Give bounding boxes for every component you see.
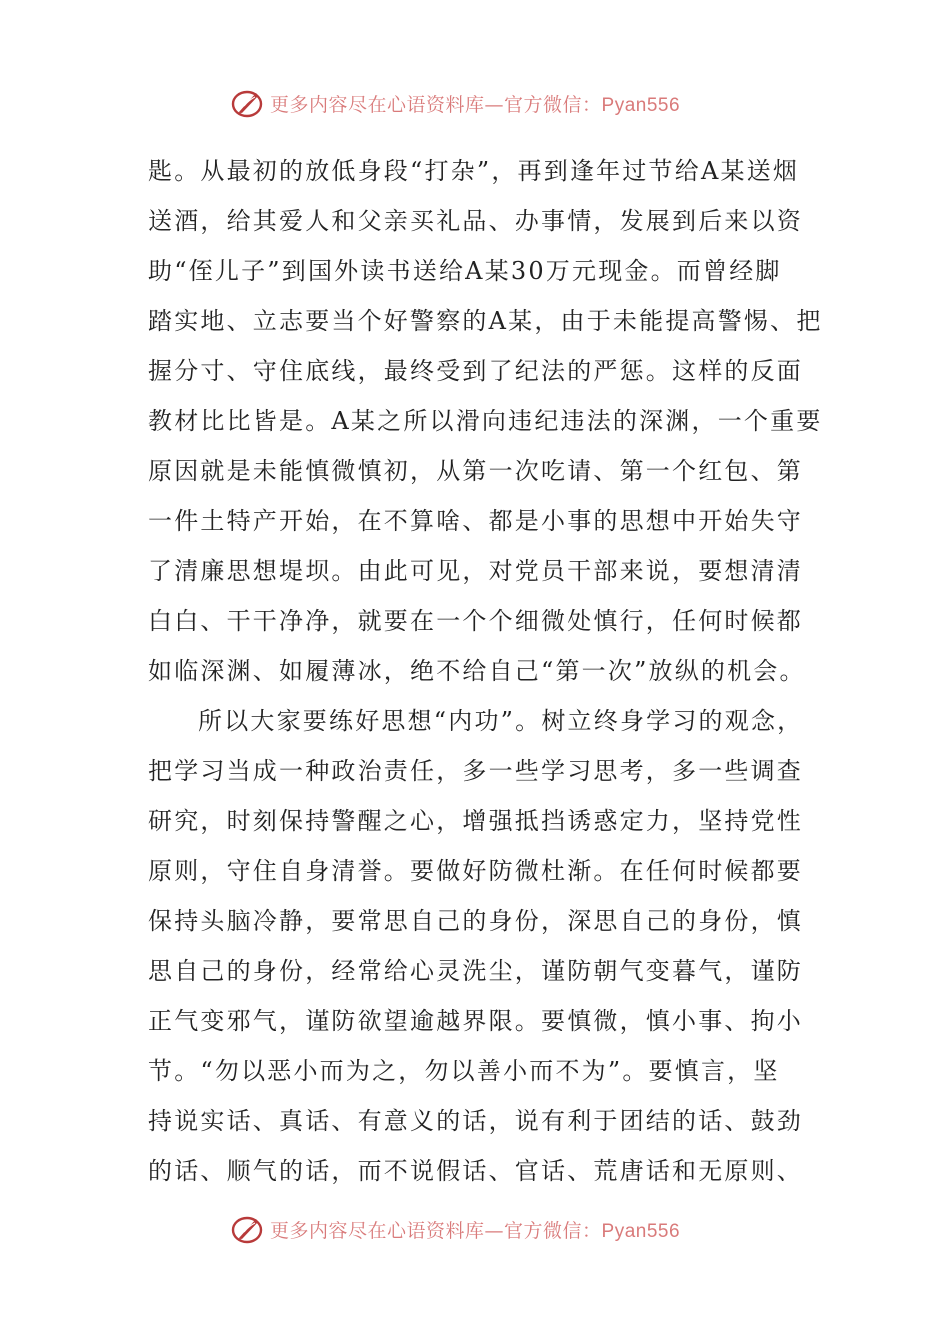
body-line: 的话、顺气的话，而不说假话、官话、荒唐话和无原则、	[148, 1157, 803, 1185]
footer-banner	[230, 1212, 750, 1246]
body-line: 了清廉思想堤坝。由此可见，对党员干部来说，要想清清	[148, 557, 803, 585]
body-line: 教材比比皆是。A某之所以滑向违纪违法的深渊，一个重要	[148, 407, 823, 435]
body-line: 保持头脑冷静，要常思自己的身份，深思自己的身份，慎	[148, 907, 803, 935]
body-line: 一件土特产开始，在不算啥、都是小事的思想中开始失守	[148, 507, 803, 535]
body-line: 握分寸、守住底线，最终受到了纪法的严惩。这样的反面	[148, 357, 803, 385]
body-line: 送酒，给其爱人和父亲买礼品、办事情，发展到后来以资	[148, 207, 803, 235]
body-line: 思自己的身份，经常给心灵洗尘，谨防朝气变暮气，谨防	[148, 957, 803, 985]
body-line: 如临深渊、如履薄冰，绝不给自己“第一次”放纵的机会。	[148, 657, 806, 685]
footer-banner-text: 更多内容尽在心语资料库—官方微信：Pyan556	[270, 1219, 681, 1242]
quill-logo-icon	[230, 86, 264, 120]
body-line: 把学习当成一种政治责任，多一些学习思考，多一些调查	[148, 757, 803, 785]
header-banner	[230, 86, 750, 120]
header-wechat-id: Pyan556	[601, 94, 681, 116]
body-line: 持说实话、真话、有意义的话，说有利于团结的话、鼓劲	[148, 1107, 803, 1135]
body-line: 正气变邪气，谨防欲望逾越界限。要慎微，慎小事、拘小	[148, 1007, 803, 1035]
document-body	[148, 146, 823, 1196]
quill-logo-icon	[230, 1212, 264, 1246]
body-line: 白白、干干净净，就要在一个个细微处慎行，任何时候都	[148, 607, 803, 635]
body-line: 匙。从最初的放低身段“打杂”，再到逢年过节给A某送烟	[148, 157, 800, 185]
body-line: 节。“勿以恶小而为之，勿以善小而不为”。要慎言，坚	[148, 1057, 780, 1085]
body-line: 原则，守住自身清誉。要做好防微杜渐。在任何时候都要	[148, 857, 803, 885]
body-line: 助“侄儿子”到国外读书送给A某30万元现金。而曾经脚	[148, 257, 782, 285]
header-banner-text: 更多内容尽在心语资料库—官方微信：Pyan556	[270, 93, 681, 116]
body-line: 踏实地、立志要当个好警察的A某，由于未能提高警惕、把	[148, 307, 823, 335]
body-line-paragraph-start: 所以大家要练好思想“内功”。树立终身学习的观念，	[198, 707, 804, 735]
body-line: 原因就是未能慎微慎初，从第一次吃请、第一个红包、第	[148, 457, 803, 485]
body-line: 研究，时刻保持警醒之心，增强抵挡诱惑定力，坚持党性	[148, 807, 803, 835]
footer-wechat-id: Pyan556	[601, 1220, 681, 1242]
